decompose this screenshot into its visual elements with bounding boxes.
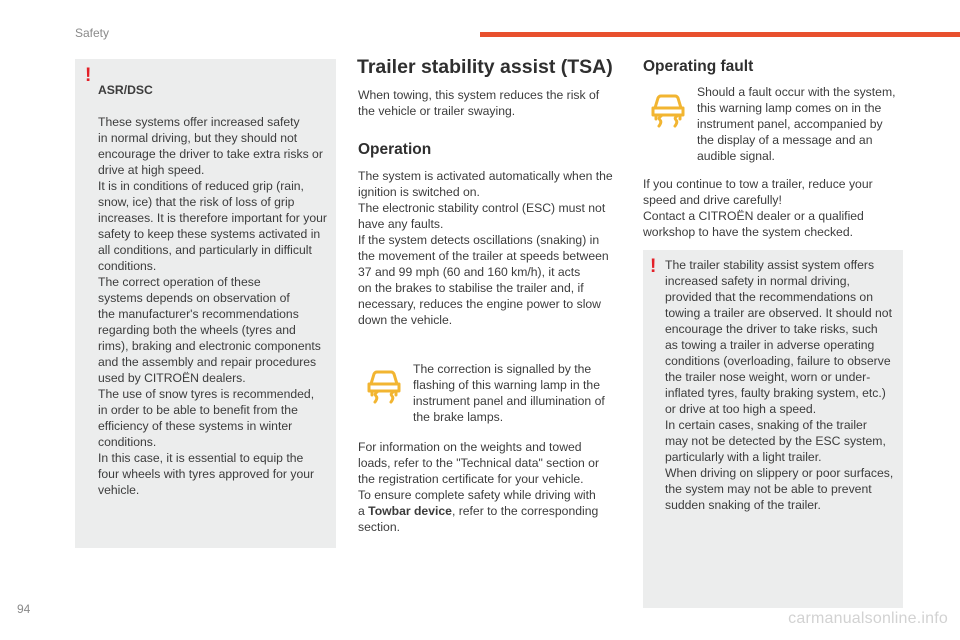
watermark: carmanualsonline.info (788, 610, 948, 627)
fault-title: Operating fault (643, 58, 754, 75)
section-title: Safety (75, 26, 110, 40)
tsa-title: Trailer stability assist (TSA) (357, 56, 613, 78)
info-text-start: For information on the weights and towed loads, refer to the "Technical data" section or the registration certificate for your vehicle. To ensure complete safety while driving with a (358, 440, 600, 518)
tsa-lamp-text: The correction is signalled by the flashing of this warning lamp in the instrument panel and illumination of the brake lamps. (413, 362, 605, 424)
fault-lamp-text: Should a fault occur with the system, this warning lamp comes on in the instrument panel, accompanied by the display of a message and an audible signal. (697, 85, 896, 163)
asr-warning-body: These systems offer increased safety in normal driving, but they should not encourage the driver to take extra risks or drive at high speed. It is in conditions of reduced grip (rain, snow, ice) that the risk of loss of grip increases. It is therefore important for your safety to keep these systems activated in all conditions, and particularly in difficult conditions. The correct operation of these systems depends on observation of the manufacturer's recommendations regarding both the wheels (tyres and rims), braking and electronic components and the assembly and repair procedures used by CITROËN dealers. The use of snow tyres is recommended, in order to be able to benefit from the efficiency of these systems in winter conditions. In this case, it is essential to equip the four wheels with tyres approved for your vehicle. (98, 115, 327, 497)
fault-body: If you continue to tow a trailer, reduce your speed and drive carefully! Contact a CITROËN dealer or a qualified workshop to have the system checked. (643, 177, 873, 239)
page-number: 94 (17, 602, 31, 616)
tsa-info-text (358, 439, 626, 535)
operation-title: Operation (358, 141, 432, 158)
towbar-device-link: Towbar device (368, 504, 452, 518)
skid-warning-lamp-icon (365, 368, 403, 404)
tsa-intro: When towing, this system reduces the risk of the vehicle or trailer swaying. (358, 88, 600, 118)
header-accent-bar (480, 32, 960, 37)
operation-body: The system is activated automatically when the ignition is switched on. The electronic stability control (ESC) must not have any faults. If the system detects oscillations (snaking) in the movement of the trailer at speeds between 37 and 99 mph (60 and 160 km/h), it acts on the brakes to stabilise the trailer and, if necessary, reduces the engine power to slow down the vehicle. (358, 169, 613, 327)
tsa-warning-text: The trailer stability assist system offers increased safety in normal driving, provided that the recommendations on towing a trailer are observed. It should not encourage the driver to take risks, such as towing a trailer in adverse operating conditions (overloading, failure to observe the trailer nose weight, worn or under- inflated tyres, faulty braking system, etc.) or drive at too high a speed. In certain cases, snaking of the trailer may not be detected by the ESC system, particularly with a light trailer. When driving on slippery or poor surfaces, the system may not be able to prevent sudden snaking of the trailer. (665, 258, 894, 512)
asr-warning-title: ASR/DSC (98, 83, 153, 97)
exclamation-icon: ! (650, 256, 657, 277)
fault-warning-lamp-icon (649, 92, 687, 128)
asr-warning-text (98, 66, 336, 514)
exclamation-icon: ! (85, 65, 92, 86)
info-text-end: , refer to the corresponding section. (358, 504, 599, 534)
